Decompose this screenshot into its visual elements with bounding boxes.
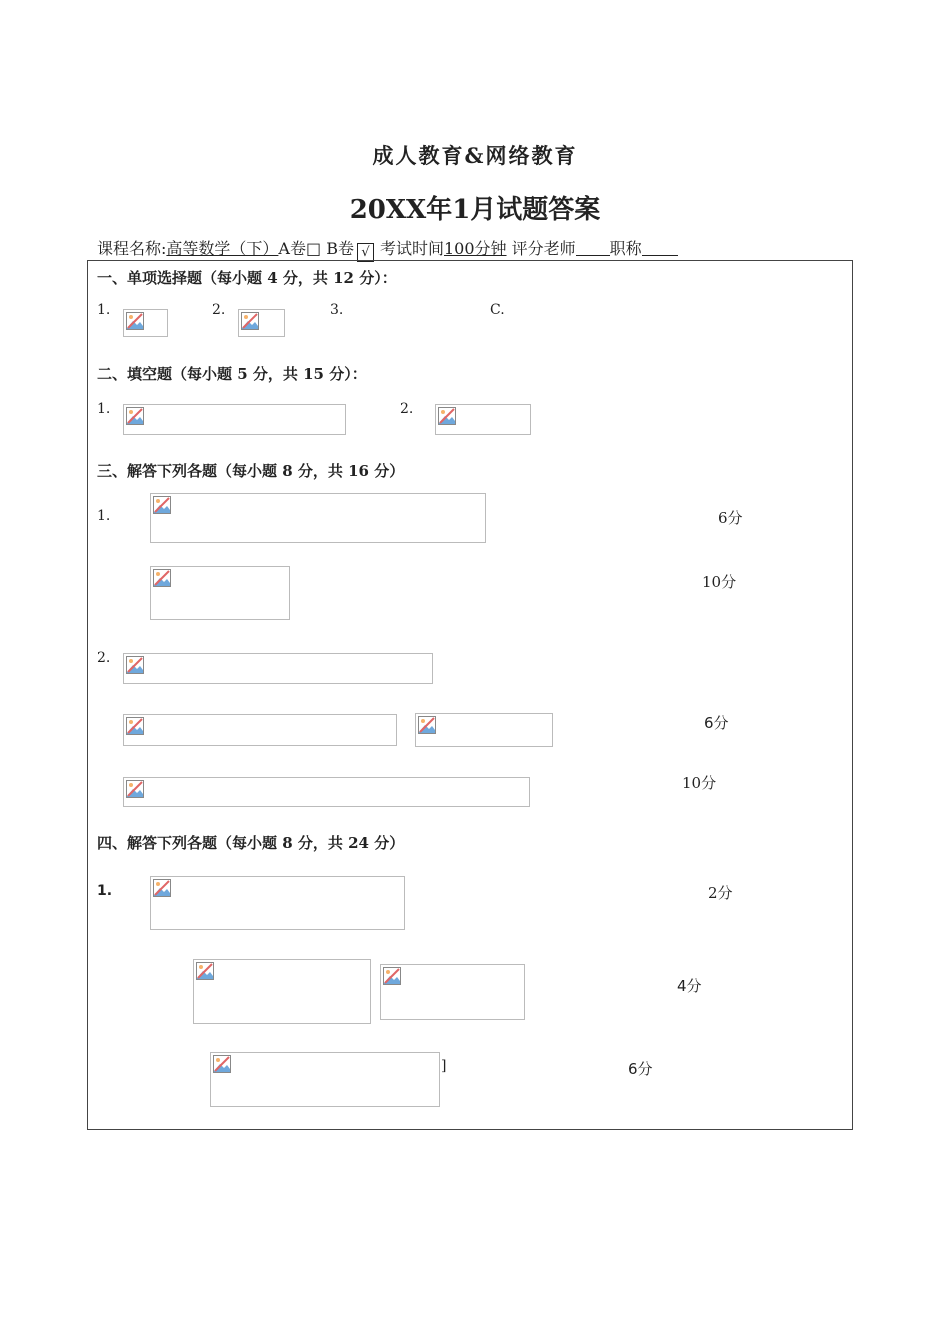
broken-image-icon <box>241 312 259 330</box>
s3-q1-number: 1. <box>97 508 111 524</box>
section-2-heading: 二、填空题（每小题 5 分，共 15 分）： <box>97 365 367 383</box>
image-placeholder <box>150 566 290 620</box>
s4-score-2: 4分 <box>677 977 702 995</box>
s1-q2-number: 2. <box>212 302 226 318</box>
section-3-heading: 三、解答下列各题（每小题 8 分，共 16 分） <box>97 462 405 480</box>
section-4-heading: 四、解答下列各题（每小题 8 分，共 24 分） <box>97 834 405 852</box>
image-placeholder <box>123 404 346 435</box>
time-label: 考试时间 <box>379 239 444 258</box>
grader-blank <box>576 239 610 256</box>
title-label: 职称 <box>609 239 642 258</box>
broken-image-icon <box>153 569 171 587</box>
s3-score-2: 10分 <box>702 573 737 591</box>
broken-image-icon <box>196 962 214 980</box>
checkmark-box: √ <box>357 243 374 262</box>
s1-q3-number: 3. <box>330 302 344 318</box>
broken-image-icon <box>438 407 456 425</box>
image-placeholder <box>435 404 531 435</box>
paper-b: B卷 <box>326 239 354 258</box>
image-placeholder <box>415 713 553 747</box>
broken-image-icon <box>153 879 171 897</box>
s3-q2-number: 2. <box>97 650 111 666</box>
s3-score-1: 6分 <box>718 509 743 527</box>
s3-score-3: 6分 <box>704 714 729 732</box>
section-1-heading: 一、单项选择题（每小题 4 分，共 12 分）： <box>97 269 397 287</box>
broken-image-icon <box>213 1055 231 1073</box>
image-placeholder <box>210 1052 440 1107</box>
s1-q1-number: 1. <box>97 302 111 318</box>
image-placeholder <box>123 309 168 337</box>
grader-label: 评分老师 <box>511 239 576 258</box>
s2-q2-number: 2. <box>400 401 414 417</box>
s4-bracket: ] <box>441 1058 447 1074</box>
course-value: 高等数学（下） <box>166 239 279 258</box>
image-placeholder <box>123 714 397 746</box>
broken-image-icon <box>126 407 144 425</box>
document-subtitle: 20XX年1月试题答案 <box>349 195 601 225</box>
image-placeholder <box>150 876 405 930</box>
time-value: 100分钟 <box>443 239 507 258</box>
paper-a: A卷□ <box>278 239 322 258</box>
s1-q3-answer: C. <box>490 302 505 318</box>
broken-image-icon <box>126 717 144 735</box>
image-placeholder <box>238 309 285 337</box>
broken-image-icon <box>126 780 144 798</box>
document-title: 成人教育&网络教育 <box>372 143 578 168</box>
broken-image-icon <box>126 312 144 330</box>
s3-score-4: 10分 <box>682 774 717 792</box>
s4-q1-number: 1. <box>97 883 113 899</box>
image-placeholder <box>380 964 525 1020</box>
broken-image-icon <box>126 656 144 674</box>
course-label: 课程名称: <box>97 239 167 258</box>
s4-score-1: 2分 <box>708 884 733 902</box>
s4-score-3: 6分 <box>628 1060 653 1078</box>
image-placeholder <box>150 493 486 543</box>
broken-image-icon <box>153 496 171 514</box>
broken-image-icon <box>383 967 401 985</box>
s2-q1-number: 1. <box>97 401 111 417</box>
image-placeholder <box>193 959 371 1024</box>
title-blank <box>642 239 678 256</box>
image-placeholder <box>123 777 530 807</box>
image-placeholder <box>123 653 433 684</box>
course-info-line <box>97 236 678 262</box>
broken-image-icon <box>418 716 436 734</box>
